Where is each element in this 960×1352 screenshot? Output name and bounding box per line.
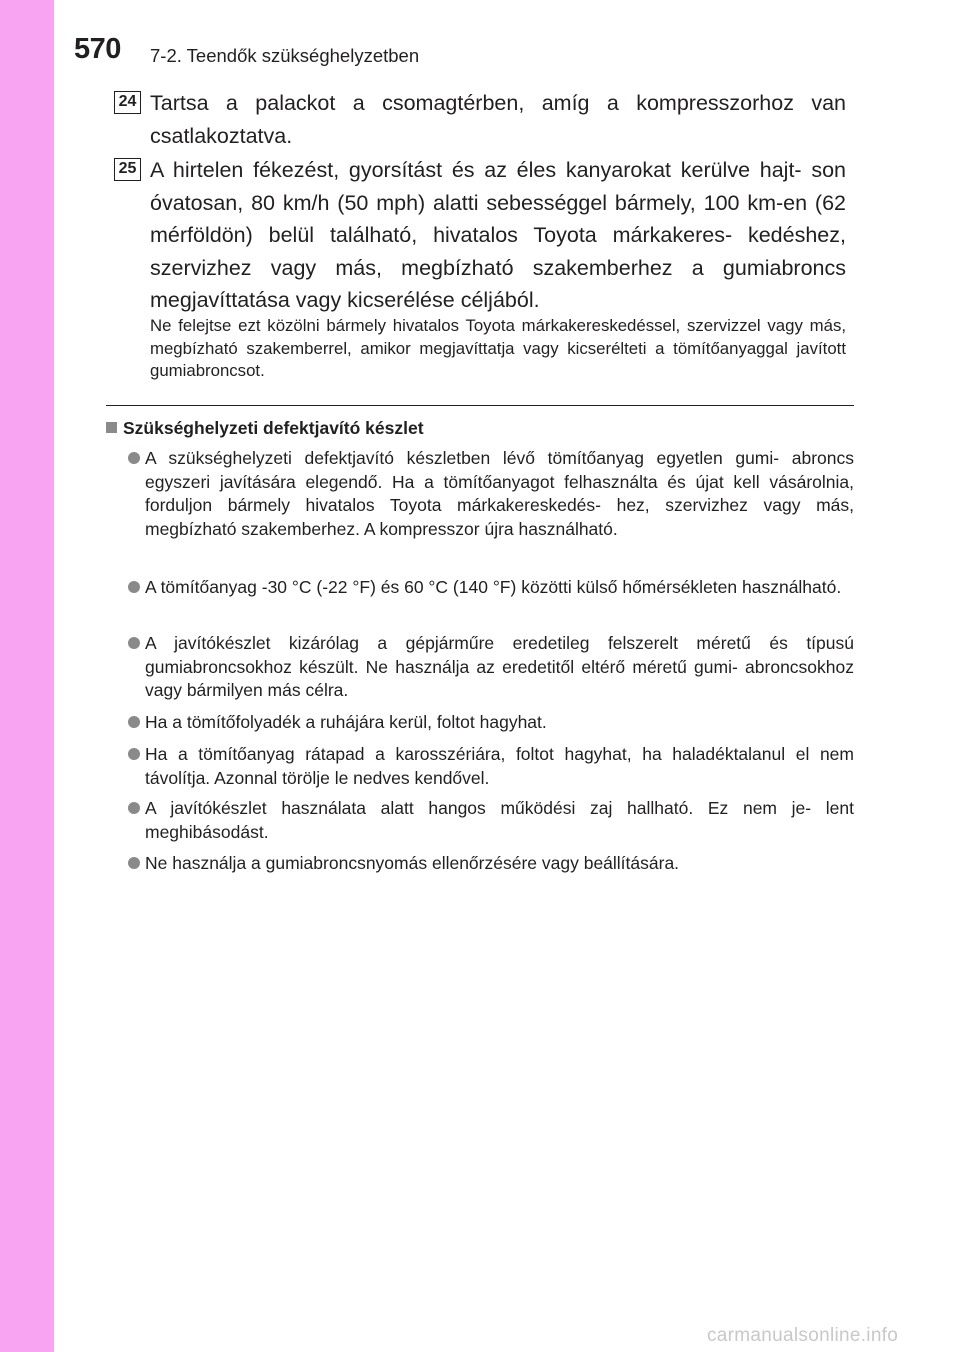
list-item-text: A tömítőanyag -30 °C (-22 °F) és 60 °C (140 °F) közötti külső hőmérsékleten használható. (145, 577, 842, 597)
step-number-badge: 24 (114, 91, 141, 114)
circle-bullet-icon (128, 637, 140, 649)
list-item (128, 711, 854, 735)
list-item (128, 447, 854, 541)
list-item-text: Ha a tömítőfolyadék a ruhájára kerül, foltot hagyhat. (145, 712, 547, 732)
circle-bullet-icon (128, 452, 140, 464)
list-item (128, 797, 854, 844)
list-item-text: Ha a tömítőanyag rátapad a karosszériára, foltot hagyhat, ha haladéktalanul el nem távolítja. Azonnal törölje le nedves kendővel. (145, 744, 854, 788)
list-item (128, 632, 854, 703)
info-heading-text: Szükséghelyzeti defektjavító készlet (123, 418, 424, 438)
section-title: 7-2. Teendők szükséghelyzetben (150, 45, 420, 66)
square-bullet-icon (106, 422, 117, 433)
list-item (128, 852, 854, 876)
list-item (128, 576, 854, 600)
section-divider (106, 405, 854, 406)
circle-bullet-icon (128, 802, 140, 814)
step-note: Ne felejtse ezt közölni bármely hivatalos Toyota márkakereskedéssel, szervizzel vagy más, megbízható szakemberrel, amikor megjavíttatja vagy kicserélteti a tömítőanyaggal javított gumiabroncsot. (150, 316, 846, 380)
step-text: Tartsa a palackot a csomagtérben, amíg a kompresszorhoz van csatlakoztatva. (150, 91, 846, 148)
list-item-text: A javítókészlet használata alatt hangos működési zaj hallható. Ez nem je- lent meghibásodást. (145, 798, 854, 842)
page-number: 570 (74, 33, 121, 65)
circle-bullet-icon (128, 748, 140, 760)
circle-bullet-icon (128, 857, 140, 869)
side-color-bar (0, 0, 54, 1352)
step-number-badge: 25 (114, 158, 141, 181)
list-item-text: A szükséghelyzeti defektjavító készletben lévő tömítőanyag egyetlen gumi- abroncs egyszeri javítására elegendő. Ha a tömítőanyagot felhasználta és újat kell vásárolnia, forduljon bármely hivatalos Toyota márkakereskedés- hez, szervizhez vagy más, megbízható szakemberhez. A kompresszor újra használható. (145, 448, 854, 539)
circle-bullet-icon (128, 716, 140, 728)
circle-bullet-icon (128, 581, 140, 593)
step-text: A hirtelen fékezést, gyorsítást és az éles kanyarokat kerülve hajt- son óvatosan, 80 km/h (50 mph) alatti sebességgel bármely, 100 km-en (62 mérföldön) belül található, hivatalos Toyota márkakeres- kedéshez, szervizhez vagy más, megbízható szakemberhez a gumiabroncs megjavíttatása vagy kicserélése céljából. (150, 158, 846, 312)
watermark: carmanualsonline.info (707, 1325, 899, 1346)
list-item-text: A javítókészlet kizárólag a gépjárműre eredetileg felszerelt méretű és típusú gumiabroncsokhoz készült. Ne használja az eredetitől eltérő méretű gumi- abroncsokhoz vagy bármilyen más célra. (145, 633, 854, 700)
info-heading (106, 418, 424, 439)
list-item-text: Ne használja a gumiabroncsnyomás ellenőrzésére vagy beállítására. (145, 853, 680, 873)
list-item (128, 743, 854, 790)
